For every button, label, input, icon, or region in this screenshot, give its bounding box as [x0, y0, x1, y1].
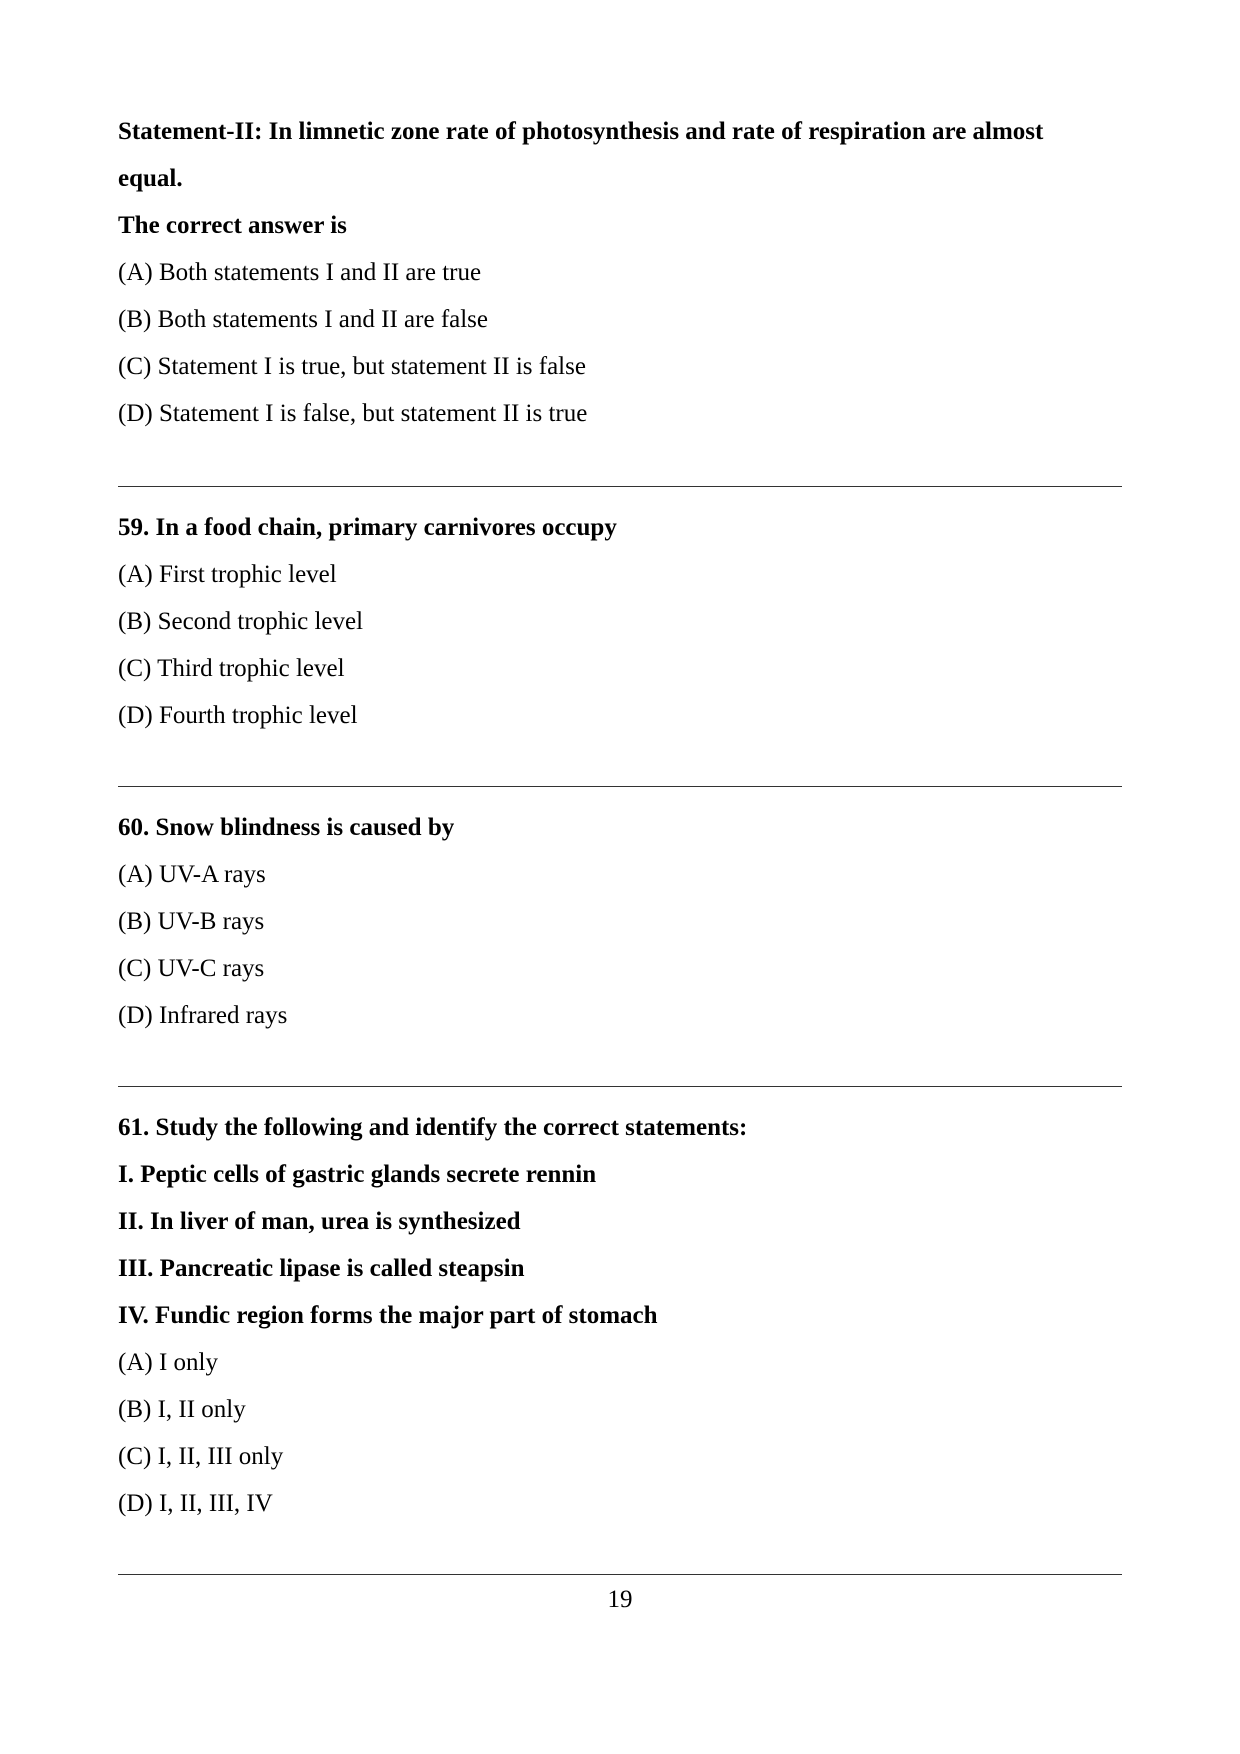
question-61 [118, 1104, 1123, 1527]
option-c: (C) Third trophic level [118, 655, 345, 682]
option-a: (A) Both statements I and II are true [118, 259, 482, 286]
statement-iii: III. Pancreatic lipase is called steapsin [118, 1255, 525, 1282]
option-b: (B) UV-B rays [118, 908, 265, 935]
statement-ii-line-1: Statement-II: In limnetic zone rate of photosynthesis and rate of respiration are almost [118, 118, 1044, 145]
question-60 [118, 804, 1123, 1039]
option-c: (C) Statement I is true, but statement II is false [118, 353, 586, 380]
statement-ii: II. In liver of man, urea is synthesized [118, 1208, 521, 1235]
option-b: (B) Both statements I and II are false [118, 306, 489, 333]
option-b: (B) Second trophic level [118, 608, 364, 635]
divider [118, 486, 1122, 487]
statement-i: I. Peptic cells of gastric glands secrete rennin [118, 1161, 597, 1188]
page-content [118, 108, 1123, 1592]
answer-prompt: The correct answer is [118, 212, 347, 239]
question-59 [118, 504, 1123, 739]
statement-ii-line-2: equal. [118, 165, 183, 192]
option-a: (A) First trophic level [118, 561, 337, 588]
divider [118, 786, 1122, 787]
question-text: 59. In a food chain, primary carnivores occupy [118, 514, 617, 541]
divider [118, 1574, 1122, 1575]
divider [118, 1086, 1122, 1087]
option-a: (A) I only [118, 1349, 218, 1376]
option-d: (D) Statement I is false, but statement II is true [118, 400, 588, 427]
option-b: (B) I, II only [118, 1396, 246, 1423]
option-d: (D) Fourth trophic level [118, 702, 358, 729]
statement-iv: IV. Fundic region forms the major part of stomach [118, 1302, 658, 1329]
question-text: 61. Study the following and identify the correct statements: [118, 1114, 748, 1141]
page-number: 19 [607, 1586, 633, 1613]
option-d: (D) I, II, III, IV [118, 1490, 273, 1517]
question-58-continuation [118, 108, 1123, 437]
option-a: (A) UV-A rays [118, 861, 266, 888]
option-d: (D) Infrared rays [118, 1002, 288, 1029]
option-c: (C) UV-C rays [118, 955, 265, 982]
question-text: 60. Snow blindness is caused by [118, 814, 455, 841]
option-c: (C) I, II, III only [118, 1443, 284, 1470]
